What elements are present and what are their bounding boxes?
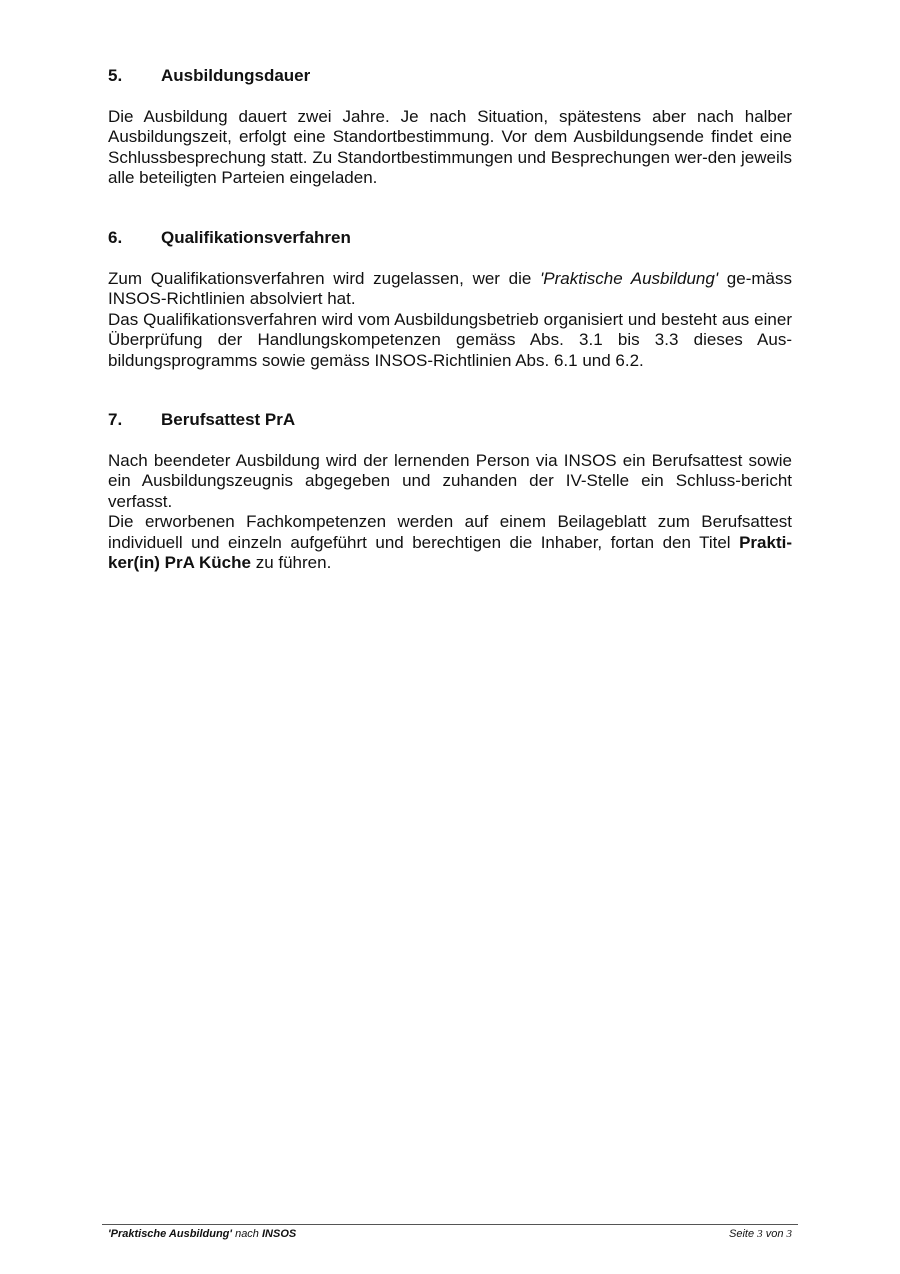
section-title: Berufsattest PrA <box>161 410 296 429</box>
section-body <box>108 107 792 189</box>
section-title: Ausbildungsdauer <box>161 66 311 85</box>
section-number: 5. <box>108 66 123 85</box>
section-7 <box>108 410 792 573</box>
page-of-label: von <box>762 1228 787 1240</box>
emphasis-text: 'Praktische Ausbildung' <box>540 269 719 288</box>
section-number: 7. <box>108 410 123 429</box>
footer-left <box>102 1227 296 1241</box>
bold-title-text: Prakti-ker(in) PrA Küche <box>108 532 792 573</box>
section-heading <box>108 410 792 430</box>
section-number: 6. <box>108 228 123 247</box>
section-5 <box>108 66 792 189</box>
footer-title: 'Praktische Ausbildung' <box>108 1228 233 1240</box>
total-pages: 3 <box>786 1228 792 1240</box>
section-body <box>108 451 792 573</box>
paragraph <box>108 269 792 310</box>
footer-page-number <box>729 1227 798 1241</box>
footer-organization: INSOS <box>261 1228 297 1240</box>
paragraph: Nach beendeter Ausbildung wird der lernenden Person via INSOS ein Berufsattest sowie ein Ausbildungszeugnis abgegeben und zuhanden der IV-Stelle ein Schluss-bericht verfasst. <box>108 451 792 511</box>
paragraph-text: Zum Qualifikationsverfahren wird zugelassen, wer die <box>108 269 541 288</box>
page-label: Seite <box>729 1228 758 1240</box>
paragraph-text: Die erworbenen Fachkompetenzen werden auf einem Beilageblatt zum Berufsattest individuell und einzeln aufgeführt und berechtigen die Inhaber, fortan den Titel <box>108 512 792 552</box>
paragraph: Das Qualifikationsverfahren wird vom Ausbildungsbetrieb organisiert und besteht aus einer Überprüfung der Handlungskompetenzen gemäss Abs. 3.1 bis 3.3 dieses Aus-bildungsprogramms sowie gemäss INSOS-Richtlinien Abs. 6.1 und 6.2. <box>108 309 792 370</box>
section-heading <box>108 66 792 86</box>
page-footer <box>102 1224 798 1241</box>
paragraph <box>108 512 792 573</box>
section-title: Qualifikationsverfahren <box>161 228 351 247</box>
section-heading <box>108 228 792 248</box>
paragraph: Die Ausbildung dauert zwei Jahre. Je nach Situation, spätestens aber nach halber Ausbildungszeit, erfolgt eine Standortbestimmung. Vor dem Ausbildungsende findet eine Schlussbesprechung statt. Zu Standortbestimmungen und Besprechungen wer-den jeweils alle beteiligten Parteien eingeladen. <box>108 107 792 188</box>
paragraph-text: ge-mäss INSOS-Richtlinien absolviert hat. <box>108 269 792 309</box>
section-6 <box>108 228 792 371</box>
section-body <box>108 269 792 371</box>
current-page: 3 <box>757 1228 763 1240</box>
footer-connector: nach <box>232 1228 262 1240</box>
paragraph-text: zu führen. <box>250 553 332 573</box>
